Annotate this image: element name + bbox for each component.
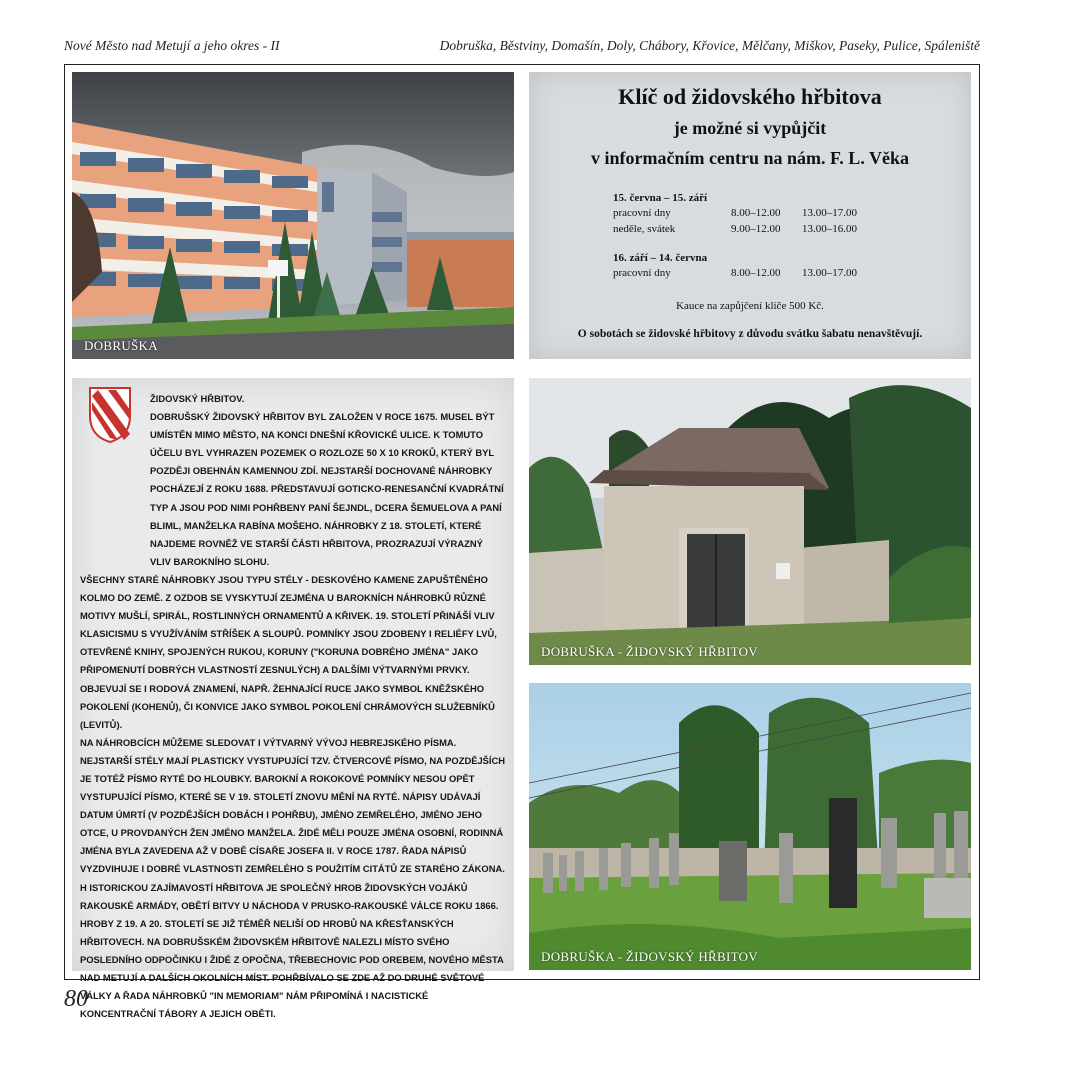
sign-row-morning: 8.00–12.00 [731, 207, 781, 219]
board-paragraph: VŠECHNY STARÉ NÁHROBKY JSOU TYPU STÉLY - DESKOVÉHO KAMENE ZAPUŠTĚNÉHO KOLMO DO ZEMĚ. Z OZDOB SE VYSKYTUJÍ ZEJMÉNA U BAROKNÍCH NÁHROBKŮ RŮZNÉ MOTIVY MUŠLÍ, SPIRÁL, ROSTLINNÝCH ORNAMENTŮ A KŘIVEK. 19. STOLETÍ PŘINÁŠÍ VLIV KLASICISMU S VYUŽÍVÁNÍM STŘÍŠEK A SLOUPŮ. POMNÍKY JSOU ZDOBENY I RELIÉFY LVŮ, OTEVŘENÉ KNIHY, SPOJENÝCH RUKOU, KORUNY ("KORUNA DOBRÉHO JMÉNA" JAKO PŘIPOMENUTÍ DOBRÝCH VLASTNOSTÍ ZESNULÝCH) A DALŠÍMI VÝTVARNÝMI PRVKY. OBJEVUJÍ SE I RODOVÁ ZNAMENÍ, NAPŘ. ŽEHNAJÍCÍ RUCE JAKO SYMBOL KNĚŽSKÉHO POKOLENÍ (KOHENŮ), ČI KONVICE JAKO SYMBOL POKOLENÍ CHRÁMOVÝCH SLUŽEBNÍKŮ (LEVITŮ). [80, 573, 497, 730]
board-paragraph: DOBRUŠSKÝ ŽIDOVSKÝ HŘBITOV BYL ZALOŽEN V ROCE 1675. MUSEL BÝT UMÍSTĚN MIMO MĚSTO, NA KONCI DNEŠNÍ KŘOVICKÉ ULICE. K TOMUTO ÚČELU BYL VYHRAZEN POZEMEK O ROZLOZE 50 X 10 KROKŮ, KTERÝ BYL POZDĚJI OBEHNÁN KAMENNOU ZDÍ. NEJSTARŠÍ DOCHOVANÉ NÁHROBKY POCHÁZEJÍ Z ROKU 1688. PŘEDSTAVUJÍ GOTICKO-RENESANČNÍ KVADRÁTNÍ TYP A JSOU POD NIMI POHŘBENY PANÍ ŠEJNDL, DCERA ŠEMUELOVA A PANÍ BLIML, MANŽELKA RABÍNA MOŠEHO. NÁHROBKY Z 18. STOLETÍ, KTERÉ NAJDEME ROVNĚŽ VE STARŠÍ ČÁSTI HŘBITOVA, PROZRAZUJÍ VÝRAZNÝ VLIV BAROKNÍHO SLOHU. [150, 411, 504, 567]
caption-gatehouse: DOBRUŠKA - ŽIDOVSKÝ HŘBITOV [541, 644, 758, 659]
sign-row-morning: 9.00–12.00 [731, 223, 781, 235]
header-places: Dobruška, Běstviny, Domašín, Doly, Chábory, Křovice, Mělčany, Miškov, Paseky, Pulice, Spáleniště [439, 38, 980, 53]
page-header [64, 38, 980, 54]
sign-deposit: Kauce na zapůjčení klíče 500 Kč. [676, 300, 824, 312]
sign-row-afternoon: 13.00–17.00 [802, 267, 857, 279]
coat-of-arms-icon [88, 386, 132, 444]
sign-row-label: pracovní dny [613, 207, 671, 219]
board-text [80, 390, 506, 1023]
caption-school: DOBRUŠKA [84, 338, 158, 353]
photo-graves [529, 683, 971, 970]
sign-period-winter: 16. září – 14. června [613, 252, 708, 264]
sign-title: Klíč od židovského hřbitova [618, 84, 882, 109]
photo-school [72, 72, 514, 359]
graves-image [529, 683, 971, 970]
sign-cemetery-key [529, 72, 971, 359]
sign-footer: O sobotách se židovské hřbitovy z důvodu svátku šabatu nenavštěvují. [577, 328, 923, 340]
sign-row-afternoon: 13.00–16.00 [802, 223, 857, 235]
board-paragraph: NA NÁHROBCÍCH MŮŽEME SLEDOVAT I VÝTVARNÝ VÝVOJ HEBREJSKÉHO PÍSMA. NEJSTARŠÍ STÉLY MAJÍ PLASTICKY VYSTUPUJÍCÍ TZV. ČTVERCOVÉ PÍSMO, NA POZDĚJŠÍCH JE TOTÉŽ PÍSMO RYTÉ DO HLOUBKY. BAROKNÍ A ROKOKOVÉ POMNÍKY NESOU OPĚT VYSTUPUJÍCÍ PÍSMO, KTERÉ SE V 19. STOLETÍ ZNOVU MĚNÍ NA RYTÉ. NÁPISY UDÁVAJÍ DATUM ÚMRTÍ (V POZDĚJŠÍCH DOBÁCH I POHŘBU), JMÉNO ZEMŘELÉHO, JMÉNO JEHO OTCE, U PROVDANÝCH ŽEN JMÉNO MANŽELA. ŽIDÉ MĚLI POUZE JMÉNA OSOBNÍ, RODINNÁ JMÉNA BYLA ZAVEDENA AŽ V DOBĚ CÍSAŘE JOSEFA II. V ROCE 1787. ŘADA NÁPISŮ VYZDVIHUJE I DOBRÉ VLASTNOSTI ZEMŘELÉHO S POUŽITÍM CITÁTŮ ZE STARÉHO ZÁKONA. [80, 736, 506, 875]
sign-line3: v informačním centru na nám. F. L. Věka [590, 148, 909, 168]
header-book-title: Nové Město nad Metují a jeho okres - II [64, 38, 280, 53]
sign-row-label: pracovní dny [613, 267, 671, 279]
caption-graves: DOBRUŠKA - ŽIDOVSKÝ HŘBITOV [541, 949, 758, 964]
sign-line2: je možné si vypůjčit [673, 118, 827, 138]
page-number: 80 [64, 986, 88, 1012]
sign-period-summer: 15. června – 15. září [613, 192, 708, 204]
sign-row-afternoon: 13.00–17.00 [802, 207, 857, 219]
sign-row-label: neděle, svátek [613, 223, 676, 235]
sign-row-morning: 8.00–12.00 [731, 267, 781, 279]
board-heading: ŽIDOVSKÝ HŘBITOV. [150, 393, 245, 404]
gatehouse-image [529, 378, 971, 665]
board-paragraph: H ISTORICKOU ZAJÍMAVOSTÍ HŘBITOVA JE SPOLEČNÝ HROB ŽIDOVSKÝCH VOJÁKŮ RAKOUSKÉ ARMÁDY, OBĚTÍ BITVY U NÁCHODA V PRUSKO-RAKOUSKÉ VÁLCE ROKU 1866. HROBY Z 19. A 20. STOLETÍ SE JIŽ TÉMĚŘ NELIŠÍ OD HROBŮ NA KŘESŤANSKÝCH HŘBITOVECH. NA DOBRUŠSKÉM ŽIDOVSKÉM HŘBITOVĚ NALEZLI MÍSTO SVÉHO POSLEDNÍHO ODPOČINKU I ŽIDÉ Z OPOČNA, TŘEBECHOVIC POD OREBEM, NOVÉHO MĚSTA NAD METUJÍ A DALŠÍCH OKOLNÍCH MÍST. POHŘBÍVALO SE ZDE AŽ DO DRUHÉ SVĚTOVÉ VÁLKY A ŘADA NÁHROBKŮ "IN MEMORIAM" NÁM PŘIPOMÍNÁ I NACISTICKÉ KONCENTRAČNÍ TÁBORY A JEJICH OBĚTI. [80, 881, 504, 1020]
school-image [72, 72, 514, 359]
photo-gatehouse [529, 378, 971, 665]
